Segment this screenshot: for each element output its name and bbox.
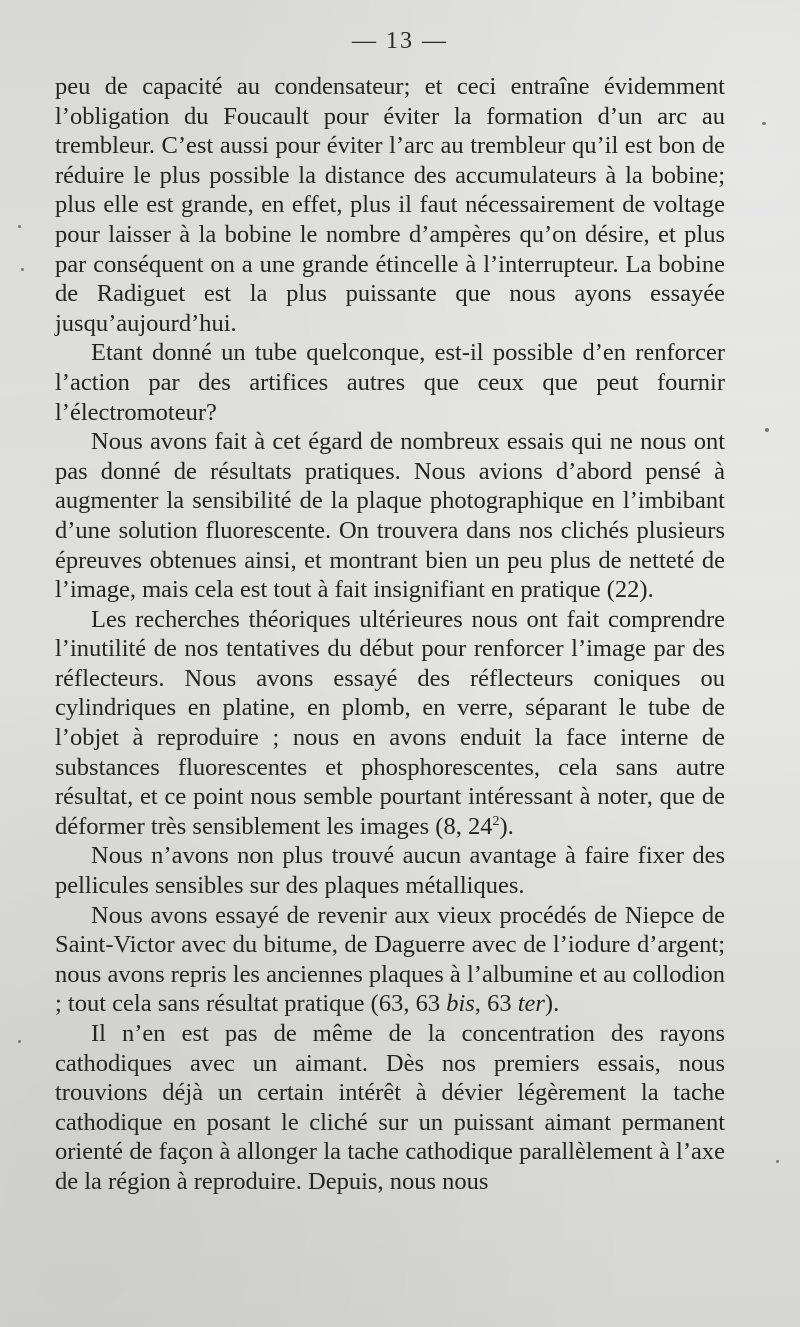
page-number: — 13 —	[352, 28, 448, 54]
superscript: 2	[492, 813, 500, 829]
paragraph-3: Nous avons fait à cet égard de nombreux essais qui ne nous ont pas donné de résultats pratiques. Nous avions d’abord pensé à augmenter la sensibilité de la plaque photographique en l’imbibant d’une solution fluorescente. On trouvera dans nos clichés plusieurs épreuves obtenues ainsi, et montrant bien un peu plus de netteté de l’image, mais cela est tout à fait insignifiant en pratique (22).	[55, 428, 725, 604]
paragraph-6-mid: 63	[480, 990, 518, 1018]
paragraph-2: Etant donné un tube quelconque, est-il possible d’en renforcer l’action par des artifices autres que ceux que peut fournir l’électromoteur?	[55, 339, 725, 426]
paper-speck	[18, 225, 21, 228]
paragraph-6-text: Nous avons essayé de revenir aux vieux procédés de Niepce de Saint-Victor avec du bitume, de Daguerre avec de l’iodure d’argent; nous avons repris les anciennes plaques à l’albumine et au collodion ; tout cela sans résultat pratique (63, 63	[55, 901, 725, 1018]
paper-speck	[762, 122, 766, 125]
paper-speck	[21, 268, 24, 271]
paragraph-7: Il n’en est pas de même de la concentration des rayons cathodiques avec un aimant. Dès nos premiers essais, nous trouvions déjà un certain intérêt à dévier légèrement la tache cathodique en posant le cliché sur un puissant aimant permanent orienté de façon à allonger la tache cathodique parallèlement à l’axe de la région à reproduire. Depuis, nous nous	[55, 1020, 725, 1195]
paragraph-4	[55, 605, 725, 842]
paragraph-4-end: ).	[499, 812, 514, 840]
paper-speck	[18, 1040, 21, 1043]
paper-speck	[765, 428, 769, 432]
paragraph-5: Nous n’avons non plus trouvé aucun avantage à faire fixer des pellicules sensibles sur des plaques métalliques.	[55, 842, 725, 900]
italic-ter: ter	[517, 990, 545, 1018]
paper-speck	[776, 1160, 779, 1163]
italic-bis: bis,	[446, 990, 481, 1018]
paragraph-6-end: ).	[544, 990, 560, 1018]
paragraph-4-text: Les recherches théoriques ultérieures nous ont fait comprendre l’inutilité de nos tentatives du début pour renforcer l’image par des réflecteurs. Nous avons essayé des réflecteurs coniques ou cylindriques en platine, en plomb, en verre, séparant le tube de l’objet à reproduire ; nous en avons enduit la face interne de substances fluorescentes et phosphorescentes, cela sans autre résultat, et ce point nous semble pourtant intéressant à noter, que de déformer très sensiblement les images (8, 24	[55, 605, 725, 840]
paragraph-6	[55, 901, 725, 1019]
body-text	[55, 72, 725, 1197]
paragraph-1: peu de capacité au condensateur; et ceci entraîne évidemment l’obligation du Foucault pour éviter la formation d’un arc au trembleur. C’est aussi pour éviter l’arc au trembleur qu’il est bon de réduire le plus possible la distance des accumulateurs à la bobine; plus elle est grande, en effet, plus il faut nécessairement de voltage pour laisser à la bobine le nombre d’ampères qu’on désire, et plus par conséquent on a une grande étincelle à l’interrupteur. La bobine de Radiguet est la plus puissante que nous ayons essayée jusqu’aujourd’hui.	[55, 73, 725, 337]
